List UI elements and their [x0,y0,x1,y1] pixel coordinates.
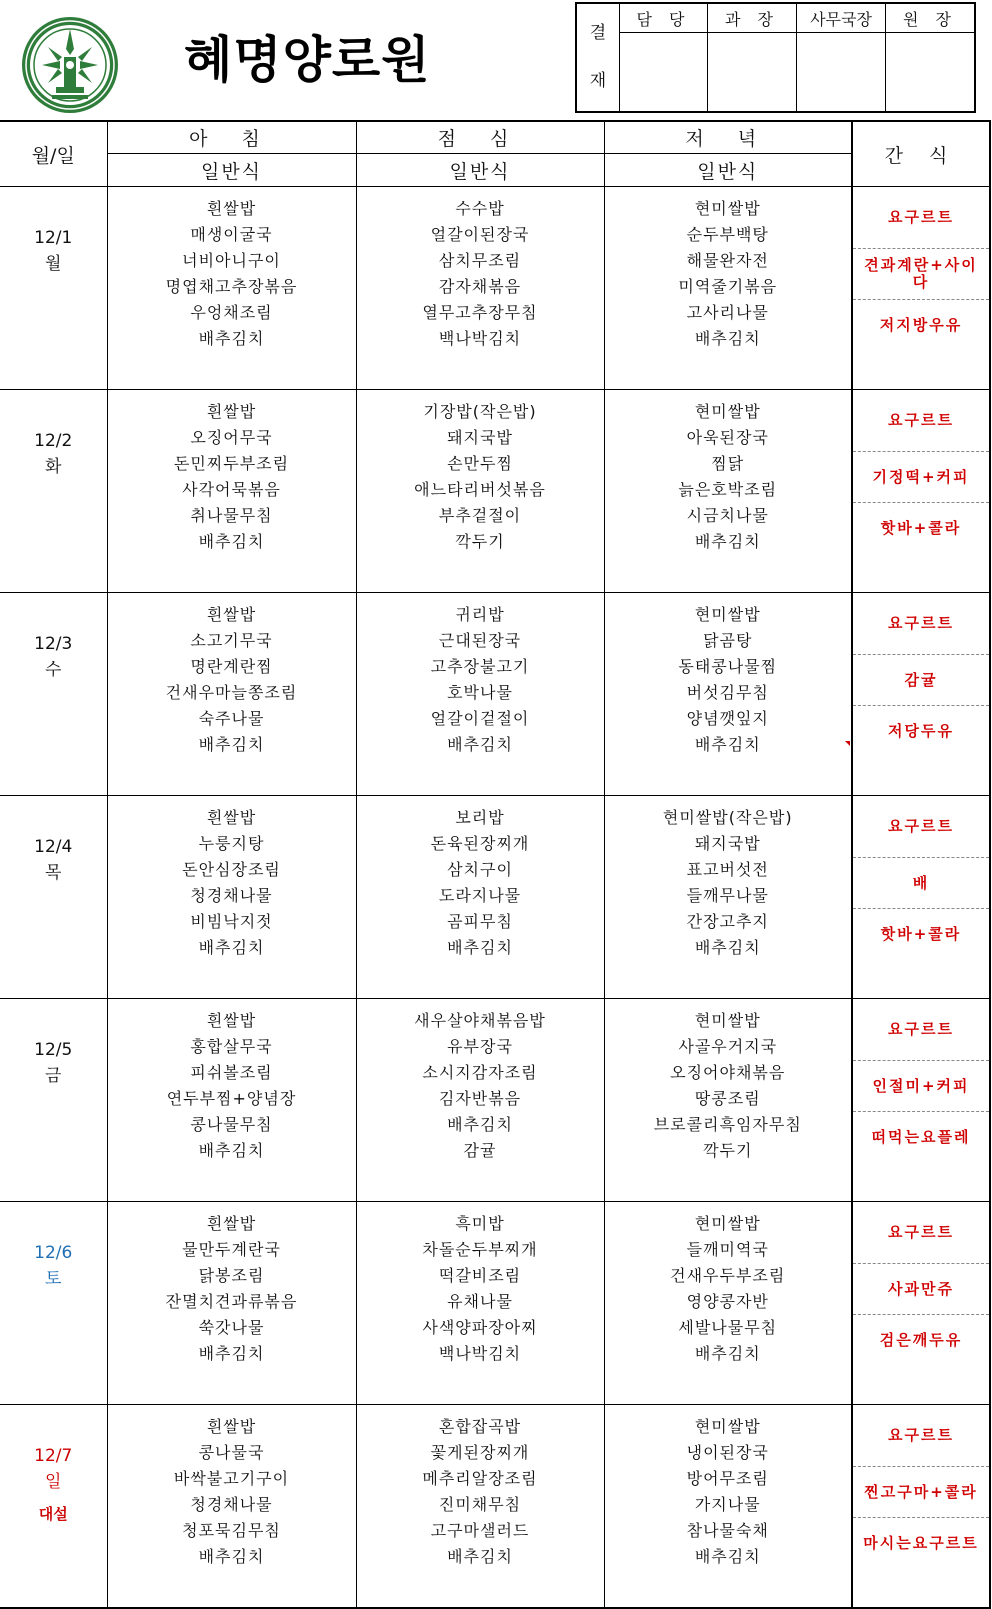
menu-item: 흰쌀밥 [206,1011,257,1030]
day-row [0,796,990,999]
menu-item: 손만두찜 [447,454,513,473]
menu-item: 곰피무침 [447,912,513,931]
menu-item: 유부장국 [447,1037,513,1056]
breakfast-type: 일반식 [107,154,356,187]
menu-item: 얼갈이겉절이 [430,709,530,728]
menu-item: 꽃게된장찌개 [430,1443,530,1462]
approval-label: 결 재 [576,3,620,112]
menu-item: 오징어야채볶음 [670,1063,786,1082]
menu-item: 홍합살무국 [190,1037,273,1056]
menu-item: 애느타리버섯볶음 [414,480,546,499]
menu-item: 오징어무국 [190,428,273,447]
date-cell [0,796,107,999]
menu-item: 삼치무조림 [438,251,522,270]
date-label: 12/2 [34,431,73,451]
weekday-label: 수 [45,660,62,680]
menu-item: 순두부백탕 [686,225,769,244]
menu-item: 버섯김무침 [686,683,769,702]
menu-item: 배추김치 [447,1115,513,1134]
snack-cell [852,796,990,999]
weekday-label: 목 [45,863,62,883]
menu-item: 닭곰탕 [703,631,753,650]
signature-cell-secretary[interactable] [797,33,886,113]
dinner-cell [604,390,852,593]
menu-item: 배추김치 [447,1547,513,1566]
lunch-cell [356,796,604,999]
date-label: 12/7 [34,1446,73,1466]
snack-item: 사과만쥬 [853,1264,989,1315]
menu-item: 감귤 [463,1141,497,1160]
menu-item: 배추김치 [198,735,265,754]
menu-item: 기장밥(작은밥) [423,402,537,421]
signature-cell-director[interactable] [886,33,976,113]
lunch-cell [356,1202,604,1405]
snack-item: 배 [853,858,989,909]
menu-item: 잔멸치견과류볶음 [165,1292,298,1311]
menu-item: 간장고추지 [686,912,769,931]
menu-item: 삼치구이 [447,860,513,879]
menu-item: 부추겉절이 [438,506,522,525]
breakfast-header: 아 침 [107,121,356,154]
dinner-cell [604,593,852,796]
menu-item: 배추김치 [694,938,761,957]
menu-item: 브로콜리흑임자무침 [653,1115,802,1134]
menu-item: 도라지나물 [438,886,522,905]
day-row [0,593,990,796]
lunch-cell [356,1405,604,1609]
menu-item: 배추김치 [694,532,761,551]
day-row [0,390,990,593]
date-label: 12/4 [34,837,73,857]
breakfast-cell [107,593,356,796]
snack-item: 떠먹는요플레 [871,1128,971,1146]
menu-item: 명엽채고추장볶음 [165,277,298,296]
approval-role-manager: 과 장 [708,3,797,33]
menu-item: 배추김치 [198,1344,265,1363]
breakfast-cell [107,999,356,1202]
snack-item: 저지방우유 [879,316,963,334]
breakfast-cell [107,1405,356,1609]
menu-item: 가지나물 [694,1495,761,1514]
snack-item: 저당두유 [888,722,954,740]
menu-item: 들깨미역국 [686,1240,769,1259]
menu-item: 배추김치 [694,1344,761,1363]
menu-item: 배추김치 [198,329,265,348]
organization-title: 혜명양로원 [184,31,431,89]
date-cell [0,593,107,796]
menu-item: 너비아니구이 [182,251,281,270]
menu-item: 현미쌀밥 [694,1011,761,1030]
menu-item: 들깨무나물 [686,886,769,905]
snack-cell [852,1405,990,1609]
menu-item: 흑미밥 [455,1214,505,1233]
menu-item: 새우살야채볶음밥 [414,1011,546,1030]
menu-item: 돈육된장찌개 [430,834,530,853]
menu-item: 배추김치 [198,1547,265,1566]
menu-item: 고사리나물 [686,303,769,322]
menu-item: 바싹불고기구이 [173,1469,290,1488]
snack-item: 기정떡+커피 [853,452,989,503]
weekday-label: 토 [45,1269,62,1289]
menu-item: 콩나물무침 [190,1115,273,1134]
approval-role-director: 원 장 [886,3,976,33]
snack-item: 검은깨두유 [879,1331,963,1349]
menu-item: 현미쌀밥 [694,605,761,624]
menu-item: 소고기무국 [190,631,273,650]
menu-item: 배추김치 [198,938,265,957]
lunch-header: 점 심 [356,121,604,154]
date-label: 12/5 [34,1040,73,1060]
snack-item: 요구르트 [853,390,989,452]
menu-item: 콩나물국 [198,1443,265,1462]
menu-item: 배추김치 [694,329,761,348]
menu-item: 동태콩나물찜 [678,657,778,676]
snack-item: 핫바+콜라 [880,519,962,537]
menu-item: 백나박김치 [438,1344,522,1363]
snack-cell [852,999,990,1202]
weekly-menu-table [0,120,991,1609]
menu-item: 현미쌀밥 [694,402,761,421]
date-cell [0,999,107,1202]
menu-item: 쑥갓나물 [198,1318,265,1337]
date-cell [0,390,107,593]
dinner-cell [604,999,852,1202]
day-row [0,1202,990,1405]
lunch-type: 일반식 [356,154,604,187]
day-row [0,999,990,1202]
menu-item: 영양콩자반 [686,1292,769,1311]
menu-item: 사각어묵볶음 [182,480,281,499]
menu-item: 우엉채조림 [190,303,273,322]
menu-item: 호박나물 [447,683,513,702]
breakfast-cell [107,796,356,999]
approval-role-secretary: 사무국장 [797,3,886,33]
menu-item: 고구마샐러드 [430,1521,530,1540]
lunch-cell [356,187,604,390]
breakfast-cell [107,187,356,390]
approval-box [575,2,976,113]
snack-cell [852,1202,990,1405]
menu-item: 근대된장국 [438,631,522,650]
dinner-cell [604,187,852,390]
breakfast-cell [107,1202,356,1405]
weekday-label: 금 [45,1066,62,1086]
snack-item: 요구르트 [853,1202,989,1264]
menu-item: 배추김치 [198,532,265,551]
date-cell [0,1405,107,1609]
menu-item: 흰쌀밥 [206,605,257,624]
weekday-label: 월 [45,254,62,274]
weekday-label: 화 [45,457,62,477]
menu-item: 냉이된장국 [686,1443,769,1462]
menu-item: 돈안심장조림 [182,860,281,879]
menu-item: 건새우마늘쫑조림 [165,683,298,702]
menu-item: 명란계란찜 [190,657,273,676]
approval-role-staff: 담 당 [620,3,708,33]
date-label: 12/6 [34,1243,73,1263]
menu-item: 청경채나물 [190,886,273,905]
snack-item: 찐고구마+콜라 [853,1467,989,1518]
weekday-label: 일 [45,1472,62,1492]
holiday-label: 대설 [38,1505,68,1523]
menu-item: 백나박김치 [438,329,522,348]
menu-item: 돈민찌두부조림 [173,454,290,473]
menu-item: 차돌순두부찌개 [422,1240,538,1259]
menu-item: 귀리밥 [455,605,505,624]
comment-marker [845,741,850,746]
day-row [0,187,990,390]
dinner-cell [604,796,852,999]
dinner-type: 일반식 [604,154,852,187]
menu-item: 보리밥 [455,808,505,827]
menu-item: 흰쌀밥 [206,199,257,218]
snack-item: 요구르트 [853,796,989,858]
menu-item: 표고버섯전 [686,860,769,879]
menu-item: 흰쌀밥 [206,1417,257,1436]
menu-item: 배추김치 [198,1141,265,1160]
menu-item: 김자반볶음 [438,1089,522,1108]
menu-item: 매생이굴국 [190,225,273,244]
menu-item: 사골우거지국 [678,1037,778,1056]
menu-item: 청경채나물 [190,1495,273,1514]
snack-item: 감귤 [853,655,989,706]
snack-column-header: 간 식 [852,121,990,187]
menu-item: 수수밥 [455,199,505,218]
menu-item: 돼지국밥 [694,834,761,853]
menu-item: 물만두계란국 [182,1240,281,1259]
menu-item: 메추리알장조림 [422,1469,538,1488]
menu-item: 깍두기 [455,532,505,551]
menu-item: 얼갈이된장국 [430,225,530,244]
menu-item: 유채나물 [447,1292,513,1311]
snack-item: 견과계란+사이다 [853,249,989,300]
menu-item: 흰쌀밥 [206,808,257,827]
menu-item: 진미채무침 [438,1495,522,1514]
day-row [0,1405,990,1609]
menu-item: 비빔낙지젓 [190,912,273,931]
menu-item: 취나물무침 [190,506,273,525]
menu-item: 소시지감자조림 [422,1063,538,1082]
menu-item: 혼합잡곡밥 [438,1417,522,1436]
menu-item: 감자채볶음 [438,277,522,296]
signature-cell-manager[interactable] [708,33,797,113]
breakfast-cell [107,390,356,593]
dinner-cell [604,1405,852,1609]
menu-item: 건새우두부조림 [670,1266,786,1285]
menu-item: 배추김치 [447,735,513,754]
menu-item: 청포묵김무침 [182,1521,281,1540]
menu-item: 돼지국밥 [447,428,513,447]
snack-cell [852,187,990,390]
menu-item: 현미쌀밥 [694,1214,761,1233]
snack-item: 인절미+커피 [853,1061,989,1112]
date-cell [0,187,107,390]
menu-item: 배추김치 [447,938,513,957]
menu-item: 열무고추장무침 [422,303,538,322]
lunch-cell [356,593,604,796]
menu-item: 숙주나물 [198,709,265,728]
menu-item: 참나물숙채 [686,1521,769,1540]
menu-item: 양념깻잎지 [686,709,769,728]
snack-item: 마시는요구르트 [863,1534,979,1552]
menu-item: 흰쌀밥 [206,1214,257,1233]
dinner-cell [604,1202,852,1405]
menu-item: 방어무조림 [686,1469,769,1488]
menu-item: 세발나물무침 [678,1318,778,1337]
menu-item: 찜닭 [711,454,745,473]
menu-item: 배추김치 [694,1547,761,1566]
menu-item: 떡갈비조림 [438,1266,522,1285]
menu-item: 누룽지탕 [198,834,265,853]
menu-item: 현미쌀밥 [694,199,761,218]
menu-item: 고추장불고기 [430,657,530,676]
menu-item: 아욱된장국 [686,428,769,447]
lunch-cell [356,390,604,593]
menu-item: 시금치나물 [686,506,769,525]
menu-item: 현미쌀밥 [694,1417,761,1436]
menu-item: 연두부찜+양념장 [166,1089,297,1108]
organization-seal-logo [20,15,120,115]
menu-item: 현미쌀밥(작은밥) [662,808,793,827]
date-label: 12/1 [34,228,73,248]
menu-item: 피쉬볼조림 [190,1063,273,1082]
menu-item: 땅콩조림 [694,1089,761,1108]
lunch-cell [356,999,604,1202]
snack-item: 요구르트 [853,1405,989,1467]
menu-item: 늙은호박조림 [678,480,778,499]
date-cell [0,1202,107,1405]
menu-item: 깍두기 [703,1141,753,1160]
menu-item: 흰쌀밥 [206,402,257,421]
menu-item: 닭봉조림 [198,1266,265,1285]
date-label: 12/3 [34,634,73,654]
menu-item: 해물완자전 [686,251,769,270]
snack-cell [852,593,990,796]
menu-item: 사색양파장아찌 [422,1318,538,1337]
snack-item: 요구르트 [853,187,989,249]
dinner-header: 저 녁 [604,121,852,154]
snack-item: 핫바+콜라 [880,925,962,943]
snack-item: 요구르트 [853,999,989,1061]
snack-cell [852,390,990,593]
menu-item: 미역줄기볶음 [678,277,778,296]
snack-item: 요구르트 [853,593,989,655]
signature-cell-staff[interactable] [620,33,708,113]
menu-item: 배추김치 [694,735,761,754]
date-column-header: 월/일 [0,121,107,187]
